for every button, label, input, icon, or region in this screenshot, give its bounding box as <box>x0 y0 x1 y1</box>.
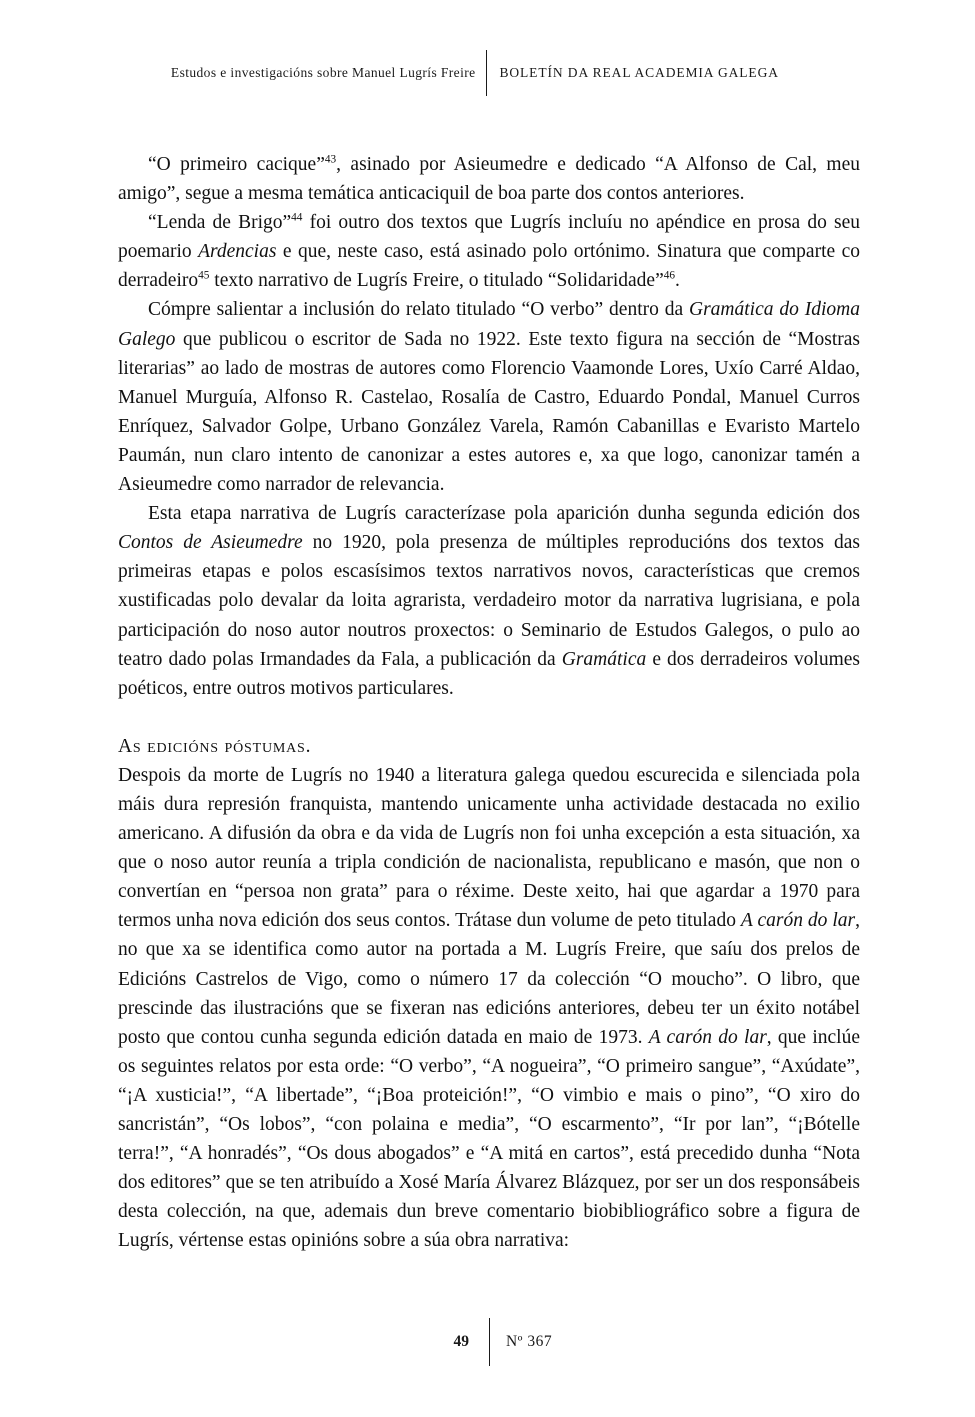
text-segment: que publicou o escritor de Sada no 1922. Este texto figura na sección de “Mostras literarias” ao lado de mostras de autores como Florencio Vaamonde Lores, Uxío Carré Aldao, Manuel Murguía, Alfonso R. Castelao, Rosalía de Castro, Eduardo Pondal, Manuel Curros Enríquez, Salvador Golpe, Urbano González Varela, Ramón Cabanillas e Evaristo Martelo Paumán, nun claro intento de canonizar a estes autores e, xa que logo, canonizar tamén a Asieumedre como narrador de relevancia. <box>118 328 860 496</box>
section-heading: As edicións póstumas. <box>118 735 312 757</box>
text-segment: Ardencias <box>198 241 277 263</box>
text-segment: Gramática <box>561 648 647 670</box>
text-segment: , no que xa se identifica como autor na portada a M. Lugrís Freire, que saíu dos prelos de Edicións Castrelos de Vigo, como o número 17 da colección “O moucho”. O libro, que prescinde das ilustracións que se fixeran nas edicións anteriores, debeu ter un éxito notábel posto que contou cunha segunda edición datada en maio de 1973. <box>118 910 861 1048</box>
paragraph <box>118 208 860 295</box>
issue-number: Nº 367 <box>505 1333 553 1350</box>
running-header <box>0 50 975 96</box>
text-segment: foi outro dos textos que Lugrís incluíu no apéndice en prosa do seu poemario <box>118 212 861 263</box>
text-segment: Contos de Asieumedre <box>118 532 303 554</box>
text-segment: , asinado por Asieumedre e dedicado “A Alfonso de Cal, meu amigo”, segue a mesma temática anticaciquil de boa parte dos contos anteriores. <box>118 154 860 205</box>
text-segment: Despois da morte de Lugrís no 1940 a literatura galega quedou escurecida e silenciada pola máis dura represión franquista, mantendo unicamente unha actividade destacada no exilio americano. A difusión da obra e da vida de Lugrís non foi unha excepción a esta situación, xa que o noso autor reunía a tripla condición de nacionalista, republicano e masón, que non o convertían en “persoa non grata” para o réxime. Deste xeito, hai que agardar a 1970 para termos unha nova edición dos seus contos. Trátase dun volume de peto titulado <box>118 764 860 932</box>
header-left-title: Estudos e investigacións sobre Manuel Lugrís Freire <box>170 65 476 80</box>
paragraph <box>118 499 860 703</box>
footnote-reference: 46 <box>663 269 676 282</box>
text-segment: e que, neste caso, está asinado polo ortónimo. Sinatura que comparte co derradeiro <box>118 241 861 292</box>
text-segment: Cómpre salientar a inclusión do relato titulado “O verbo” dentro da <box>148 299 690 321</box>
text-segment: “O primeiro cacique” <box>148 154 325 175</box>
text-segment: texto narrativo de Lugrís Freire, o titulado “Solidaridade” <box>209 270 664 292</box>
text-segment: A carón do lar <box>740 910 856 932</box>
footnote-reference: 43 <box>324 153 337 166</box>
text-segment: A carón do lar <box>648 1026 767 1048</box>
text-segment: , que inclúe os seguintes relatos por esta orde: “O verbo”, “A nogueira”, “O primeiro sangue”, “Axúdate”, “¡A xusticia!”, “A libertade”, “¡Boa proteición!”, “O vimbio e mais o pino”, “O xiro do sancristán”, “Os lobos”, “con polaina e media”, “O escarmento”, “Ir por lan”, “¡Bótelle terra!”, “A honradés”, “Os dous abogados” e “A mitá en cartos”, está precedido dunha “Nota dos editores” que se ten atribuído a Xosé María Álvarez Blázquez, por ser un dos responsábeis desta colección, na que, ademais dun breve comentario biobibliográfico sobre a figura de Lugrís, vértense estas opinións sobre a súa obra narrativa: <box>118 1026 860 1252</box>
page-number: 49 <box>453 1333 470 1350</box>
header-right-title: BOLETÍN DA REAL ACADEMIA GALEGA <box>499 65 779 80</box>
footnote-reference: 45 <box>198 269 210 282</box>
text-segment: “Lenda de Brigo” <box>148 212 292 234</box>
paragraph <box>118 761 860 1256</box>
footnote-reference: 44 <box>291 211 303 224</box>
paragraph <box>118 150 860 208</box>
text-segment: Esta etapa narrativa de Lugrís caracterízase pola aparición dunha segunda edición dos <box>148 503 860 525</box>
text-segment: no 1920, pola presenza de múltiples reproducións dos textos das primeiras etapas e polos escasísimos textos narrativos novos, características que cremos xustificadas polo devalar da loita agrarista, verdadeiro motor da narrativa lugrisiana, e pola participación do noso autor noutros proxectos: o Seminario de Estudos Galegos, o pulo ao teatro dado polas Irmandades da Fala, a publicación da <box>118 532 860 670</box>
text-segment: e dos derradeiros volumes poéticos, entre outros motivos particulares. <box>118 648 860 699</box>
body-text-column <box>118 150 860 1255</box>
text-segment: Gramática do Idioma Galego <box>118 299 860 350</box>
text-segment: . <box>675 270 680 292</box>
paragraph <box>118 295 860 499</box>
page-footer <box>0 1318 975 1366</box>
